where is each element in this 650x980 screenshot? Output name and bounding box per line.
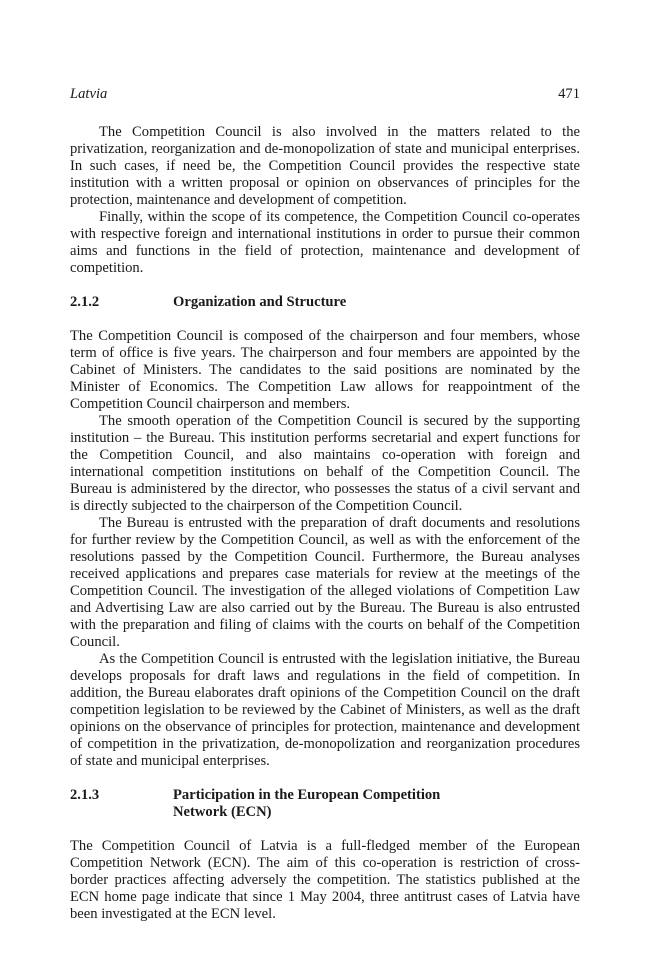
- paragraph: The smooth operation of the Competition Council is secured by the supporting institution – the Bureau. This institution performs secretarial and expert functions for the Competition Council, and also maintains co-operation with foreign and international competition institutions on behalf of the Competition Council. The Bureau is administered by the director, who possesses the status of a civil servant and is directly subjected to the chairperson of the Competition Council.: [70, 413, 580, 514]
- section-number: 2.1.2: [70, 294, 100, 310]
- paragraph: The Competition Council is also involved in the matters related to the privatization, reorganization and de-monopolization of state and municipal enterprises. In such cases, if need be, the Competition Council provides the respective state institution with a written proposal or opinion on observances of principles for the protection, maintenance and development of competition.: [70, 124, 580, 208]
- section-number: 2.1.3: [70, 787, 100, 803]
- paragraph: Finally, within the scope of its competence, the Competition Council co-operates with respective foreign and international institutions in order to pursue their common aims and functions in the field of protection, maintenance and development of competition.: [70, 209, 580, 276]
- section-title-line: Participation in the European Competition: [173, 787, 441, 803]
- paragraph: The Competition Council is composed of the chairperson and four members, whose term of office is five years. The chairperson and four members are appointed by the Cabinet of Ministers. The candidates to the said positions are nominated by the Minister of Economics. The Competition Law allows for reappointment of the Competition Council chairperson and members.: [70, 328, 580, 412]
- book-page: [70, 86, 580, 923]
- paragraph: As the Competition Council is entrusted with the legislation initiative, the Bureau develops proposals for draft laws and regulations in the field of competition. In addition, the Bureau elaborates draft opinions of the Competition Council on the draft competition legislation to be reviewed by the Cabinet of Ministers, as well as the draft opinions on the observance of principles for protection, maintenance and development of competition in the privatization, de-monopolization and reorganization procedures of state and municipal enterprises.: [70, 651, 580, 769]
- page-number: 471: [558, 86, 580, 102]
- paragraph: The Bureau is entrusted with the preparation of draft documents and resolutions for further review by the Competition Council, as well as with the enforcement of the resolutions passed by the Competition Council. Furthermore, the Bureau analyses received applications and prepares case materials for review at the meetings of the Competition Council. The investigation of the alleged violations of Competition Law and Advertising Law are also carried out by the Bureau. The Bureau is also entrusted with the preparation and filing of claims with the courts on behalf of the Competition Council.: [70, 515, 580, 650]
- section-title: [173, 787, 580, 821]
- section-heading-2-1-2: [70, 294, 580, 311]
- section-heading-2-1-3: [70, 787, 580, 821]
- paragraph: The Competition Council of Latvia is a full-fledged member of the European Competition Network (ECN). The aim of this co-operation is restriction of cross-border practices affecting adversely the competition. The statistics published at the ECN home page indicate that since 1 May 2004, three antitrust cases of Latvia have been investigated at the ECN level.: [70, 838, 580, 922]
- section-title-line: Network (ECN): [173, 804, 272, 820]
- running-header: [70, 86, 580, 103]
- running-title: Latvia: [70, 86, 108, 102]
- section-title: Organization and Structure: [173, 294, 347, 310]
